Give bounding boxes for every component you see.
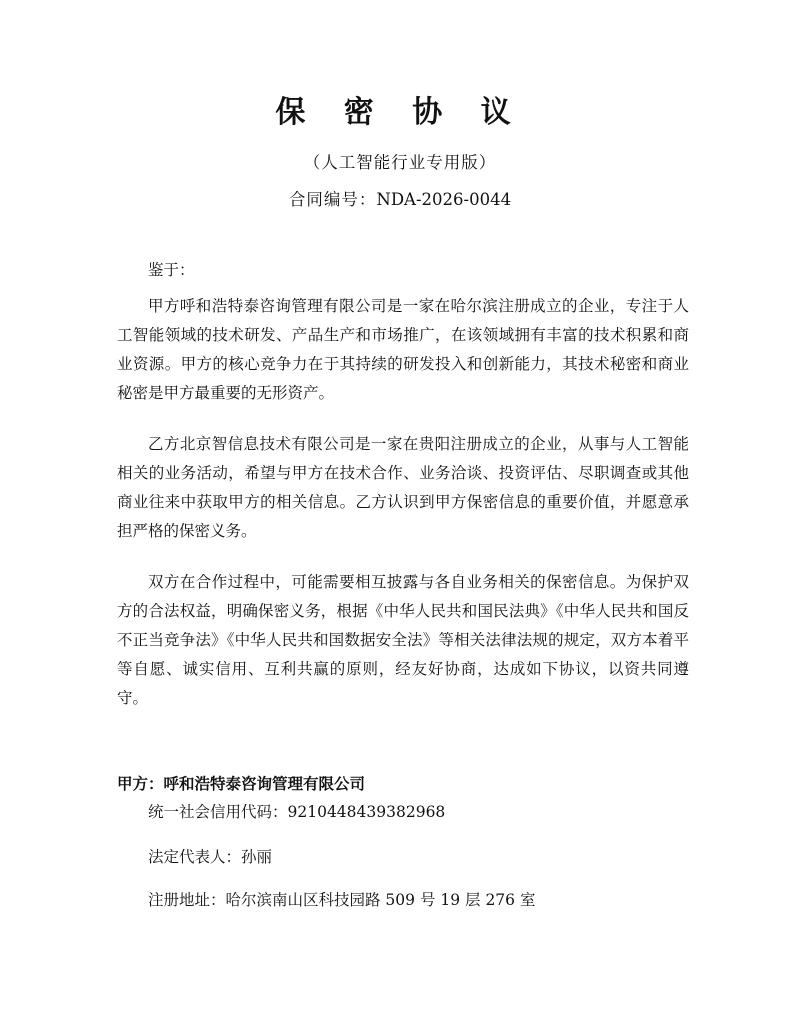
party-a-heading: 甲方：呼和浩特泰咨询管理有限公司 [117,775,366,793]
whereas-heading: 鉴于： [148,261,195,279]
preamble-paragraph-purpose: 双方在合作过程中，可能需要相互披露与各自业务相关的保密信息。为保护双方的合法权益，明确保密义务，根据《中华人民共和国民法典》《中华人民共和国反不正当竞争法》《中华人民共和国数据安全法》等相关法律法规的规定，双方本着平等自愿、诚实信用、互利共赢的原则，经友好协商，达成如下协议，以资共同遵守。 [117,573,689,707]
preamble-paragraph-party-a: 甲方呼和浩特泰咨询管理有限公司是一家在哈尔滨注册成立的企业，专注于人工智能领域的技术研发、产品生产和市场推广，在该领域拥有丰富的技术积累和商业资源。甲方的核心竞争力在于其持续的研发投入和创新能力，其技术秘密和商业秘密是甲方最重要的无形资产。 [117,297,689,402]
preamble-paragraph-party-b: 乙方北京智信息技术有限公司是一家在贵阳注册成立的企业，从事与人工智能相关的业务活动，希望与甲方在技术合作、业务洽谈、投资评估、尽职调查或其他商业往来中获取甲方的相关信息。乙方认识到甲方保密信息的重要价值，并愿意承担严格的保密义务。 [117,435,689,540]
party-a-credit-code: 统一社会信用代码：9210448439382968 [148,803,446,821]
document-title: 保 密 协 议 [275,95,525,130]
contract-number-value: NDA-2026-0044 [376,190,512,209]
party-a-legal-representative: 法定代表人：孙丽 [148,848,273,866]
contract-number-label: 合同编号： [288,190,377,209]
contract-number [0,188,800,212]
document-subtitle: （人工智能行业专用版） [303,153,497,172]
party-a-registered-address: 注册地址：哈尔滨南山区科技园路 509 号 19 层 276 室 [148,891,536,909]
